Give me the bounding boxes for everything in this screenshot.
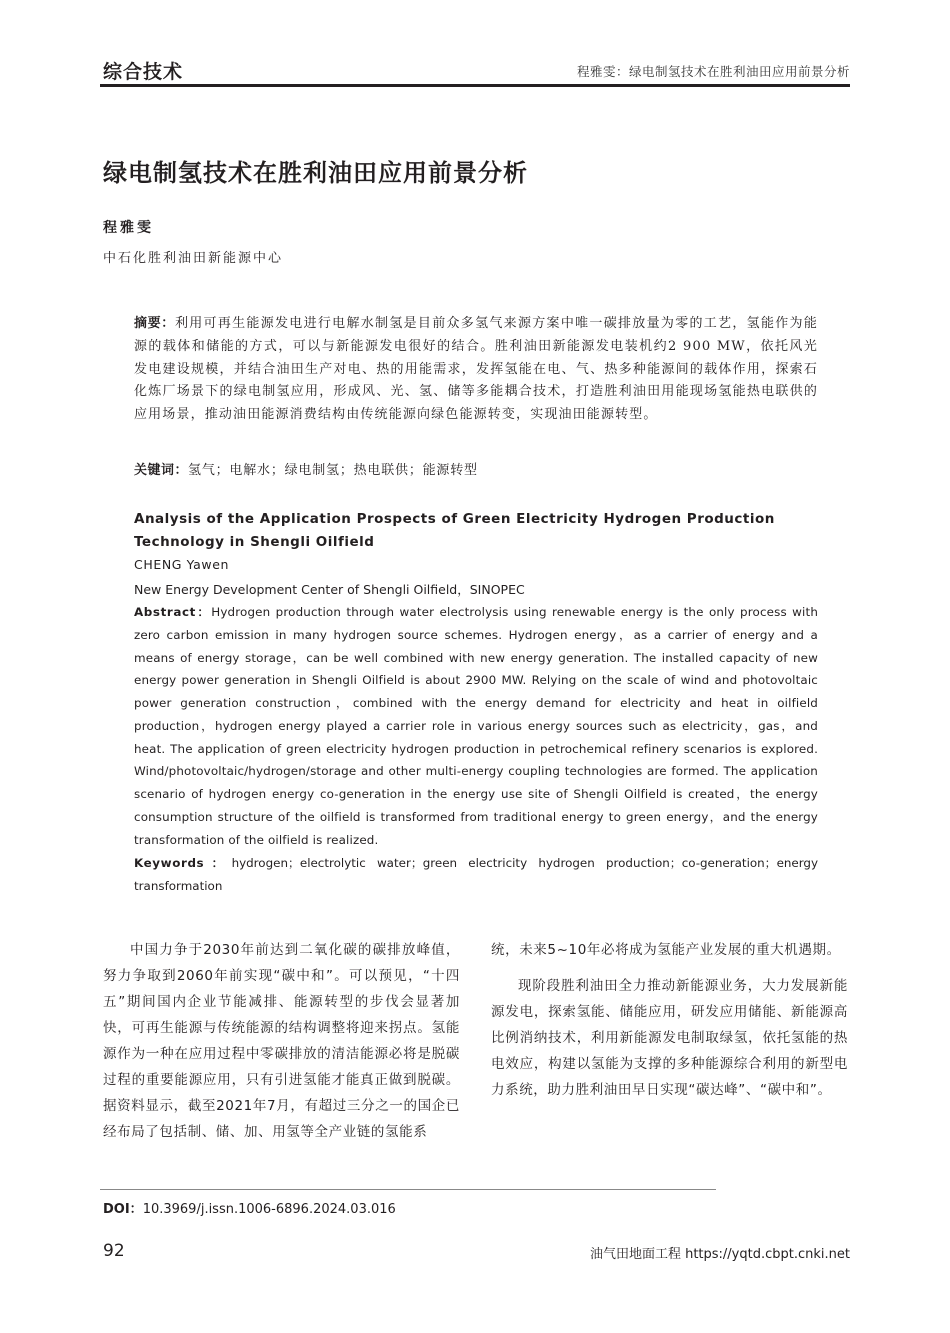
english-title: Analysis of the Application Prospects of Green Electricity Hydrogen Production Technology in Shengli Oilfield	[134, 511, 775, 550]
doi-label: DOI：	[103, 1202, 143, 1217]
keywords-cn-text: 氢气；电解水；绿电制氢；热电联供；能源转型	[188, 463, 478, 478]
abstract-en-label: Abstract：	[134, 605, 212, 619]
body-paragraph: 统，未来5~10年必将成为氢能产业发展的重大机遇期。	[491, 942, 841, 958]
doi	[103, 1198, 396, 1217]
page-number: 92	[103, 1241, 125, 1261]
article-title: 绿电制氢技术在胜利油田应用前景分析	[103, 158, 528, 187]
keywords-en	[134, 852, 818, 898]
english-affiliation: New Energy Development Center of Shengli Oilfield，SINOPEC	[134, 582, 525, 597]
header-rule	[100, 84, 850, 87]
running-head: 程雅雯：绿电制氢技术在胜利油田应用前景分析	[576, 64, 850, 79]
keywords-cn-label: 关键词：	[134, 463, 189, 478]
section-label: 综合技术	[103, 61, 184, 83]
body-paragraph: 现阶段胜利油田全力推动新能源业务，大力发展新能源发电，探索氢能、储能应用，研发应用储能、新能源高比例消纳技术，利用新能源发电制取绿氢，依托氢能的热电效应，构建以氢能为支撑的多种能源综合利用的新型电力系统，助力胜利油田早日实现“碳达峰”、“碳中和”。	[491, 978, 848, 1098]
abstract-cn	[134, 313, 818, 427]
english-author: CHENG Yawen	[134, 557, 230, 572]
abstract-en-text: Hydrogen production through water electrolysis using renewable energy is the only process with zero carbon emission in many hydrogen source schemes. Hydrogen energy，as a carrier of energy and a means of energy storage，can be well combined with new energy generation. The installed capacity of new energy power generation in Shengli Oilfield is about 2900 MW. Relying on the scale of wind and photovoltaic power generation construction，combined with the energy demand for electricity and heat in oilfield production，hydrogen energy played a carrier role in various energy sources such as electricity，gas，and heat. The application of green electricity hydrogen production in petrochemical refinery scenarios is explored. Wind/photovoltaic/hydrogen/storage and other multi-energy coupling technologies are formed. The application scenario of hydrogen energy co-generation in the energy use site of Shengli Oilfield is created，the energy consumption structure of the oilfield is transformed from traditional energy to green energy，and the energy transformation of the oilfield is realized.	[134, 605, 819, 847]
abstract-cn-label: 摘要：	[134, 316, 175, 331]
journal-info: 油气田地面工程 https://yqtd.cbpt.cnki.net	[589, 1247, 850, 1262]
keywords-cn	[134, 459, 478, 478]
keywords-en-label: Keywords：	[134, 856, 232, 870]
footnote-rule	[100, 1189, 716, 1190]
body-column-left	[103, 937, 460, 1145]
abstract-cn-text: 利用可再生能源发电进行电解水制氢是目前众多氢气来源方案中唯一碳排放量为零的工艺，氢能作为能源的载体和储能的方式，可以与新能源发电很好的结合。胜利油田新能源发电装机约2 900 MW，依托风光发电建设规模，并结合油田生产对电、热的用能需求，发挥氢能在电、气、热多种能源间的载体作用，探索石化炼厂场景下的绿电制氢应用，形成风、光、氢、储等多能耦合技术，打造胜利油田用能现场氢能热电联供的应用场景，推动油田能源消费结构由传统能源向绿色能源转变，实现油田能源转型。	[134, 316, 818, 423]
abstract-en	[134, 601, 818, 851]
author-name: 程雅雯	[103, 220, 154, 236]
keywords-en-text: hydrogen；electrolytic water；green electricity hydrogen production；co-generation；energy transformation	[134, 856, 819, 893]
doi-value: 10.3969/j.issn.1006-6896.2024.03.016	[142, 1202, 396, 1217]
body-column-right	[491, 937, 848, 1103]
body-paragraph: 中国力争于2030年前达到二氧化碳的碳排放峰值，努力争取到2060年前实现“碳中和”。可以预见，“十四五”期间国内企业节能减排、能源转型的步伐会显著加快，可再生能源与传统能源的结构调整将迎来拐点。氢能源作为一种在应用过程中零碳排放的清洁能源必将是脱碳过程的重要能源应用，只有引进氢能才能真正做到脱碳。据资料显示，截至2021年7月，有超过三分之一的国企已经布局了包括制、储、加、用氢等全产业链的氢能系	[103, 942, 460, 1140]
author-affiliation: 中石化胜利油田新能源中心	[103, 251, 284, 266]
